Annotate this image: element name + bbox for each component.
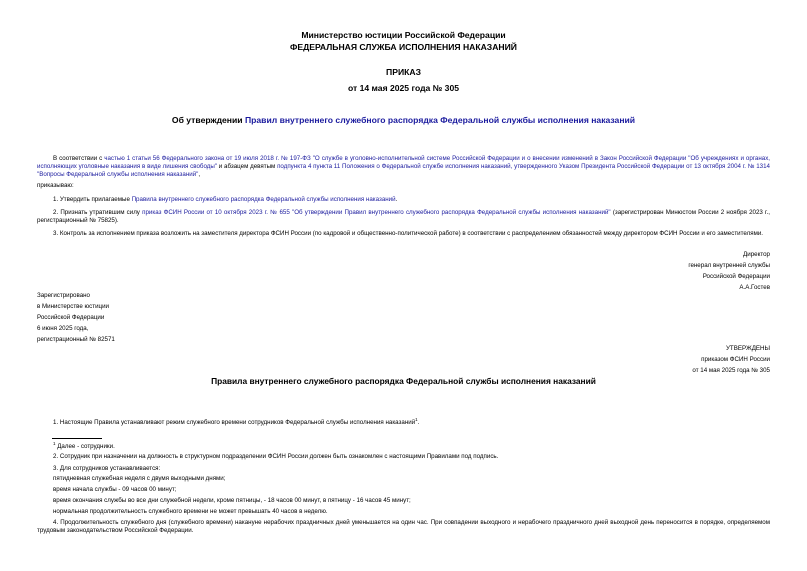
registration-line-3: Российской Федерации: [37, 314, 105, 321]
rule-3-item-b: время начала службы - 09 часов 00 минут;: [53, 486, 177, 493]
signature-name: А.А.Гостев: [739, 284, 770, 291]
registration-line-2: в Министерстве юстиции: [37, 303, 110, 310]
order-2-end: (зарегистрирован Минюстом России 2 ноября 2023 г., регистрационный № 75825).: [37, 209, 770, 224]
order-item-2: [37, 209, 770, 225]
preamble-text-3: ,: [198, 171, 201, 178]
rule-1-text: 1. Настоящие Правила устанавливают режим служебного времени сотрудников Федеральной службы исполнения наказаний: [53, 419, 416, 427]
rule-4: 4. Продолжительность служебного дня (служебного времени) накануне нерабочих праздничных дней уменьшается на один час. При совпадении выходного и нерабочего праздничного дней выходной день переносится в порядке, определяемом трудовым законодательством Российской Федерации.: [37, 519, 770, 534]
approval-line-2: приказом ФСИН России: [701, 356, 770, 363]
footnote-separator: [52, 438, 102, 439]
doc-title-prefix: Об утверждении: [171, 115, 245, 125]
approval-line-3: от 14 мая 2025 года № 305: [692, 367, 770, 374]
doc-title-link[interactable]: Правил внутреннего служебного распорядка Федеральной службы исполнения наказаний: [244, 115, 636, 125]
footnote: [53, 440, 115, 451]
doc-type: ПРИКАЗ: [386, 67, 421, 77]
registration-number: регистрационный № 82571: [37, 336, 115, 343]
registration-line-1: Зарегистрировано: [37, 292, 90, 299]
signature-country: Российской Федерации: [702, 273, 770, 280]
order-item-1: [53, 196, 770, 204]
footnote-mark: 1: [53, 441, 56, 446]
rules-title: Правила внутреннего служебного распорядка Федеральной службы исполнения наказаний: [211, 376, 596, 386]
doc-title: [0, 115, 807, 125]
rule-1-end: .: [417, 419, 420, 427]
order-1-end: .: [395, 196, 398, 203]
preamble-text-1: В соответствии с: [53, 155, 105, 162]
preamble-text-2: и абзацем девятым: [217, 163, 278, 170]
signature-title: Директор: [743, 251, 770, 258]
ministry-name: Министерство юстиции Российской Федерации: [301, 30, 506, 40]
preamble-paragraph: [37, 155, 770, 179]
rule-1-footnote-ref[interactable]: 1: [415, 417, 418, 422]
rule-3-item-c: время окончания службы во все дни служебной недели, кроме пятницы, - 18 часов 00 минут, в пятницу - 16 часов 45 минут;: [53, 497, 411, 504]
service-name: ФЕДЕРАЛЬНАЯ СЛУЖБА ИСПОЛНЕНИЯ НАКАЗАНИЙ: [290, 42, 517, 52]
rule-2: 2. Сотрудник при назначении на должность в структурном подразделении ФСИН России должен быть ознакомлен с настоящими Правилами под подпись.: [53, 453, 499, 460]
decree-link[interactable]: подпункта 4 пункта 11 Положения о Федеральной службе исполнения наказаний, утвержденного Указом Президента Российской Федерации от 13 октября 2004 г. № 1314 "Вопросы Федеральной службы исполнения наказаний": [37, 163, 770, 178]
repealed-order-link[interactable]: приказ ФСИН России от 10 октября 2023 г. № 655 "Об утверждении Правил внутреннего служебного распорядка Федеральной службы исполнения наказаний": [142, 209, 611, 216]
doc-date: от 14 мая 2025 года № 305: [347, 83, 460, 93]
order-word: приказываю:: [37, 182, 74, 189]
registration-line-4: 6 июня 2025 года,: [37, 325, 89, 332]
law-link[interactable]: частью 1 статьи 56 Федерального закона от 19 июля 2018 г. № 197-ФЗ "О службе в уголовно-исполнительной системе Российской Федерации и о внесении изменений в Закон Российской Федерации "Об учреждениях и органах, исполняющих уголовные наказания в виде лишения свободы": [37, 155, 771, 170]
approval-line-1: УТВЕРЖДЕНЫ: [726, 345, 770, 352]
order-item-3: 3. Контроль за исполнением приказа возложить на заместителя директора ФСИН России (по кадровой и общественно-политической работе) в соответствии с распределением обязанностей между директором ФСИН России и его заместителями.: [53, 230, 764, 237]
rules-link[interactable]: Правила внутреннего служебного распорядка Федеральной службы исполнения наказаний: [131, 196, 396, 203]
signature-rank: генерал внутренней службы: [688, 262, 770, 269]
order-1-text: 1. Утвердить прилагаемые: [53, 196, 132, 203]
rule-3-item-d: нормальная продолжительность служебного времени не может превышать 40 часов в неделю.: [53, 508, 328, 515]
rule-3-item-a: пятидневная служебная неделя с двумя выходными днями;: [53, 475, 226, 482]
rule-1: [53, 416, 419, 427]
footnote-text: Далее - сотрудники.: [55, 443, 115, 451]
rule-3: 3. Для сотрудников устанавливается:: [53, 465, 161, 472]
order-2-text: 2. Признать утратившим силу: [53, 209, 143, 216]
